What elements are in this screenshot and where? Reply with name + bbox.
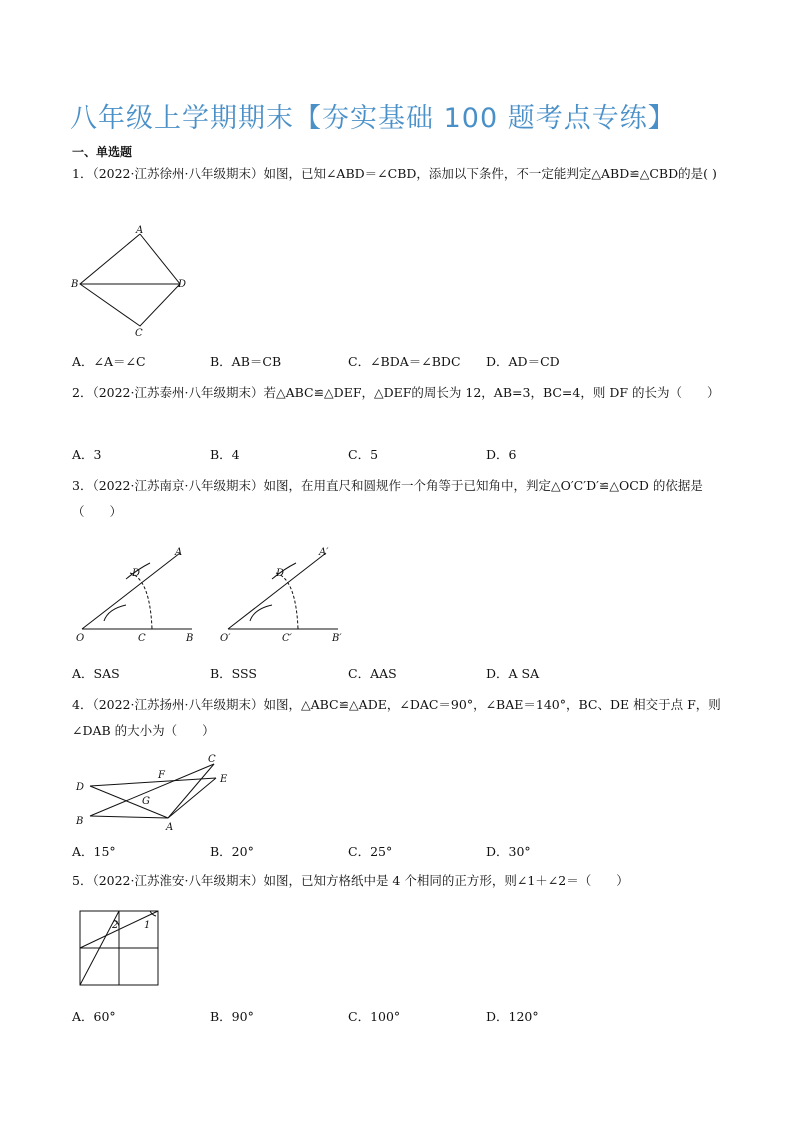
segment-ba: [90, 816, 168, 818]
label-c: C: [138, 633, 146, 643]
arc-small-prime: [250, 605, 272, 621]
question-3-figure: [68, 543, 358, 643]
question-2-text: 2．（2022·江苏泰州·八年级期末）若△ABC≌△DEF，△DEF的周长为 12，AB=3，BC=4，则 DF 的长为（ ）: [72, 385, 720, 400]
q4-option-c[interactable]: C．25°: [348, 844, 393, 859]
label-d-prime: D′: [276, 568, 287, 579]
ray-oa: [82, 553, 180, 629]
label-c: C: [135, 328, 143, 338]
q4-option-b[interactable]: B．20°: [210, 844, 254, 859]
q2-option-c[interactable]: C．5: [348, 447, 379, 462]
q2-option-d[interactable]: D．6: [486, 447, 517, 462]
question-1-text: 1．（2022·江苏徐州·八年级期末）如图，已知∠ABD＝∠CBD，添加以下条件，不一定能判定△ABD≌△CBD的是( ): [72, 166, 717, 181]
q1-option-c[interactable]: C．∠BDA＝∠BDC: [348, 354, 461, 369]
q3-option-c[interactable]: C．AAS: [348, 666, 397, 681]
section-heading: 一、单选题: [72, 145, 133, 159]
segment-da: [90, 786, 168, 818]
label-b: B: [76, 816, 84, 827]
q5-option-d[interactable]: D．120°: [486, 1009, 539, 1024]
q2-option-b[interactable]: B．4: [210, 447, 240, 462]
arc-large: [130, 573, 152, 629]
arc-small: [104, 605, 126, 621]
label-b: B: [186, 633, 194, 643]
label-o: O: [76, 633, 85, 643]
label-b: B: [71, 279, 79, 290]
question-5-text: 5．（2022·江苏淮安·八年级期末）如图，已知方格纸中是 4 个相同的正方形，则∠1＋∠2＝（ ）: [72, 873, 629, 888]
label-a: A: [175, 547, 183, 558]
label-o-prime: O′: [220, 633, 231, 643]
ray-oa-prime: [228, 553, 326, 629]
label-g: G: [142, 796, 150, 807]
segment-de: [90, 778, 216, 786]
q4-option-d[interactable]: D．30°: [486, 844, 531, 859]
label-d: D: [132, 568, 141, 579]
q2-option-a[interactable]: A．3: [72, 447, 102, 462]
question-4-figure: [70, 750, 240, 835]
q3-option-a[interactable]: A．SAS: [72, 666, 120, 681]
arc-large-prime: [276, 573, 298, 629]
segment-bc: [90, 764, 214, 816]
q5-option-c[interactable]: C．100°: [348, 1009, 401, 1024]
q5-option-b[interactable]: B．90°: [210, 1009, 254, 1024]
q1-option-d[interactable]: D．AD＝CD: [486, 354, 560, 369]
page-title: 八年级上学期期末【夯实基础 100 题考点专练】: [70, 103, 676, 134]
q3-option-b[interactable]: B．SSS: [210, 666, 257, 681]
q4-option-a[interactable]: A．15°: [72, 844, 116, 859]
segment-ac: [168, 764, 214, 818]
label-angle-1: 1: [144, 920, 151, 931]
segment-ae: [168, 778, 216, 818]
question-1-figure: [68, 222, 198, 338]
label-c-prime: C′: [282, 633, 292, 643]
label-angle-2: 2: [112, 920, 119, 931]
label-c: C: [208, 754, 216, 765]
q5-option-a[interactable]: A．60°: [72, 1009, 116, 1024]
question-5-figure: [76, 908, 162, 988]
q3-option-d[interactable]: D．A SA: [486, 666, 540, 681]
question-3-text: 3．（2022·江苏南京·八年级期末）如图，在用直尺和圆规作一个角等于已知角中，判定△O′C′D′≌△OCD 的依据是（ ）: [72, 478, 703, 519]
label-a: A: [166, 822, 174, 833]
q1-option-a[interactable]: A．∠A＝∠C: [72, 354, 146, 369]
label-f: F: [158, 770, 165, 781]
label-a-prime: A′: [319, 547, 329, 558]
q1-option-b[interactable]: B．AB＝CB: [210, 354, 282, 369]
label-b-prime: B′: [332, 633, 342, 643]
quadrilateral-abcd: [80, 234, 180, 326]
question-4-text: 4．（2022·江苏扬州·八年级期末）如图，△ABC≌△ADE，∠DAC＝90°，∠BAE＝140°，BC、DE 相交于点 F，则∠DAB 的大小为（ ）: [72, 697, 721, 738]
label-e: E: [220, 774, 228, 785]
label-d: D: [178, 279, 187, 290]
label-a: A: [136, 225, 144, 236]
label-d: D: [76, 782, 85, 793]
